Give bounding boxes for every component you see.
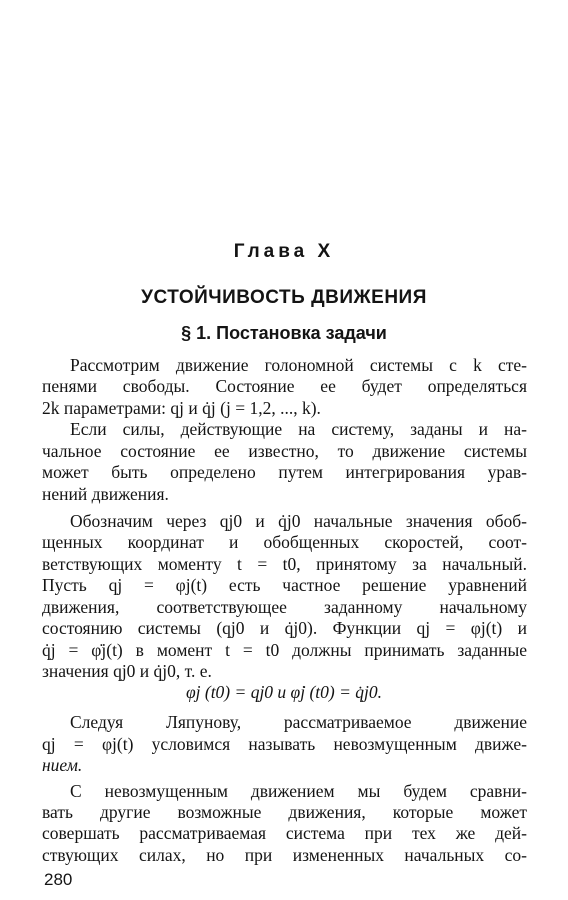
text-line: ствующих силах, но при измененных начальных со-: [42, 845, 527, 865]
text-line: 2k параметрами: qj и q̇j (j = 1,2, ..., k).: [42, 398, 321, 418]
text-line: С невозмущенным движением мы будем сравни-: [70, 781, 527, 801]
text-line: чальное состояние ее известно, то движение системы: [42, 441, 527, 461]
text-line: Обозначим через qj0 и q̇j0 начальные значения обоб-: [70, 511, 527, 531]
text-line: может быть определено путем интегрирования урав-: [42, 462, 527, 482]
text-line: Если силы, действующие на систему, заданы и на-: [70, 419, 527, 439]
text-line: щенных координат и обобщенных скоростей, соот-: [42, 532, 527, 552]
chapter-title: УСТОЙЧИВОСТЬ ДВИЖЕНИЯ: [141, 287, 427, 308]
section-heading: § 1. Постановка задачи: [181, 323, 387, 343]
text-line: Пусть qj = φj(t) есть частное решение уравнений: [42, 575, 527, 595]
text-line: совершать рассматриваемая система при тех же дей-: [42, 823, 527, 843]
page-number: 280: [44, 870, 73, 889]
text-line: значения qj0 и q̇j0, т. е.: [42, 661, 212, 681]
text-line: Рассмотрим движение голономной системы с k сте-: [70, 355, 527, 375]
text-line: q̇j = φ̇j(t) в момент t = t0 должны принимать заданные: [42, 640, 527, 660]
text-line: движения, соответствующее заданному начальному: [42, 597, 527, 617]
text-line: состоянию системы (qj0 и q̇j0). Функции qj = φj(t) и: [42, 618, 527, 638]
text-line: нием.: [42, 755, 83, 775]
chapter-heading: Глава X: [233, 241, 335, 262]
text-line: вать другие возможные движения, которые может: [42, 802, 527, 822]
formula: φj (t0) = qj0 и φ̇j (t0) = q̇j0.: [185, 682, 383, 702]
text-line: нений движения.: [42, 484, 169, 504]
text-line: Следуя Ляпунову, рассматриваемое движение: [70, 712, 527, 732]
text-line: qj = φj(t) условимся называть невозмущенным движе-: [42, 734, 527, 754]
text-line: пенями свободы. Состояние ее будет определяться: [42, 376, 527, 396]
text-line: ветствующих моменту t = t0, принятому за начальный.: [42, 554, 527, 574]
